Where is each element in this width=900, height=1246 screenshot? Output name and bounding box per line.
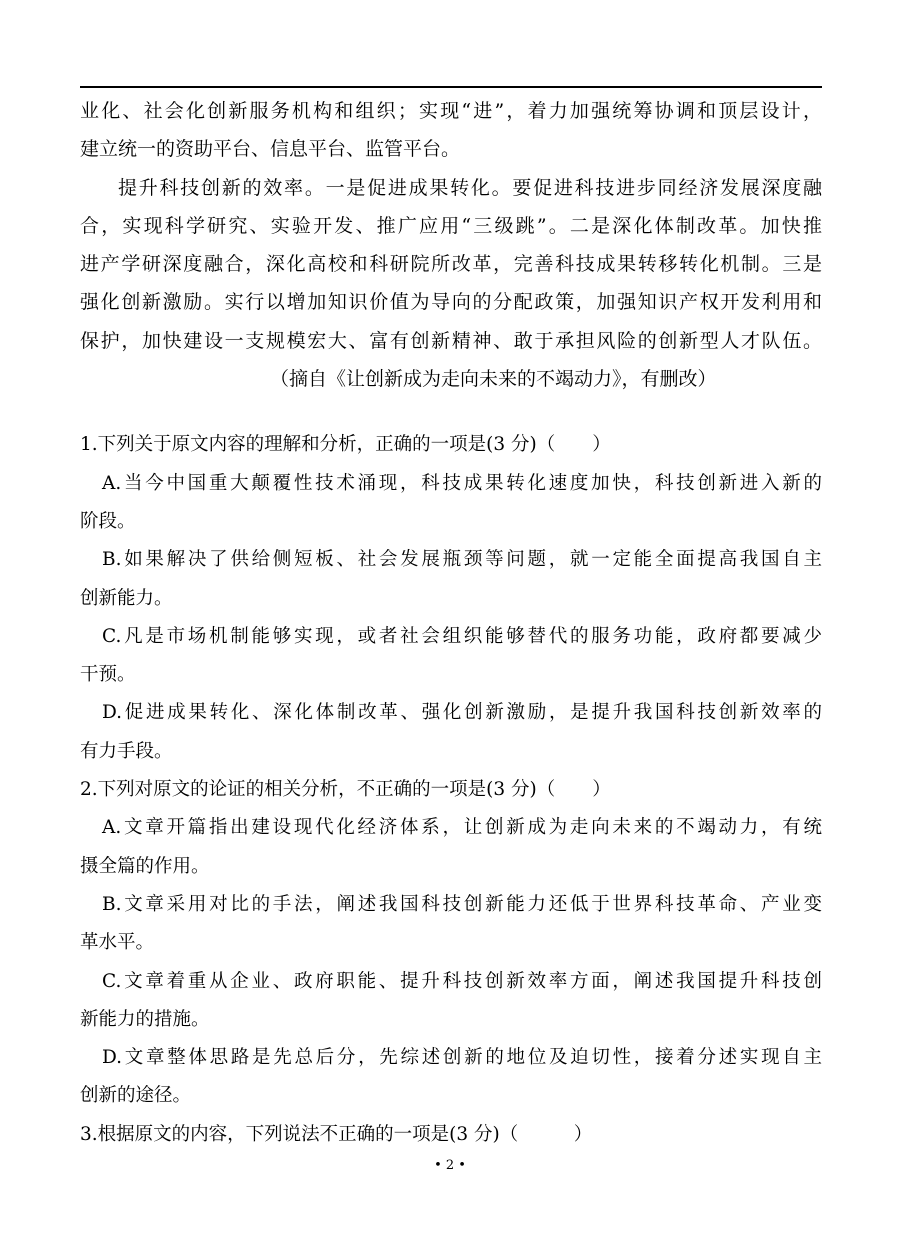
option-b-line: 革水平。 (80, 932, 155, 954)
option-b-line: B.文章采用对比的手法，阐述我国科技创新能力还低于世界科技革命、产业变 (102, 893, 822, 915)
option-d-line: 有力手段。 (80, 740, 173, 762)
passage-line: 进产学研深度融合，深化高校和科研院所改革，完善科技成果转移转化机制。三是 (80, 253, 822, 276)
header-rule (80, 86, 822, 88)
passage-line: 提升科技创新的效率。一是促进成果转化。要促进科技进步同经济发展深度融 (118, 176, 822, 199)
source-citation: （摘自《让创新成为走向未来的不竭动力》，有删改） (270, 368, 717, 391)
option-d-line: D.文章整体思路是先总后分，先综述创新的地位及迫切性，接着分述实现自主 (102, 1047, 822, 1069)
passage-line: 合，实现科学研究、实验开发、推广应用“三级跳”。二是深化体制改革。加快推 (80, 214, 822, 237)
passage-line: 建立统一的资助平台、信息平台、监管平台。 (80, 138, 461, 161)
option-d-line: D.促进成果转化、深化体制改革、强化创新激励，是提升我国科技创新效率的 (102, 702, 822, 724)
question-1 (80, 426, 822, 771)
question-stem: 1.下列关于原文内容的理解和分析，正确的一项是(3 分)（ ） (80, 434, 611, 456)
option-c-line: C.凡是市场机制能够实现，或者社会组织能够替代的服务功能，政府都要减少 (102, 625, 822, 647)
question-stem: 2.下列对原文的论证的相关分析，不正确的一项是(3 分)（ ） (80, 779, 611, 801)
option-b-line: 创新能力。 (80, 587, 173, 609)
passage (80, 92, 822, 398)
passage-line: 强化创新激励。实行以增加知识价值为导向的分配政策，加强知识产权开发利用和 (80, 291, 822, 314)
passage-line: 保护，加快建设一支规模宏大、富有创新精神、敢于承担风险的创新型人才队伍。 (80, 329, 822, 352)
question-stem: 3.根据原文的内容，下列说法不正确的一项是(3 分)（ ） (80, 1123, 593, 1145)
option-d-line: 创新的途径。 (80, 1085, 192, 1107)
passage-line: 业化、社会化创新服务机构和组织；实现“进”，着力加强统筹协调和顶层设计， (80, 100, 822, 122)
page-content (80, 92, 822, 1154)
option-c-line: C.文章着重从企业、政府职能、提升科技创新效率方面，阐述我国提升科技创 (102, 970, 822, 992)
page-number: • 2 • (434, 1158, 466, 1173)
option-a-line: 阶段。 (80, 510, 136, 532)
option-a-line: 摄全篇的作用。 (80, 855, 210, 877)
option-b-line: B.如果解决了供给侧短板、社会发展瓶颈等问题，就一定能全面提高我国自主 (102, 549, 822, 571)
option-c-line: 干预。 (80, 664, 136, 686)
question-2 (80, 771, 822, 1116)
option-a-line: A.当今中国重大颠覆性技术涌现，科技成果转化速度加快，科技创新进入新的 (102, 472, 822, 494)
option-a-line: A.文章开篇指出建设现代化经济体系，让创新成为走向未来的不竭动力，有统 (102, 817, 822, 839)
option-c-line: 新能力的措施。 (80, 1008, 210, 1030)
question-3 (80, 1116, 822, 1154)
